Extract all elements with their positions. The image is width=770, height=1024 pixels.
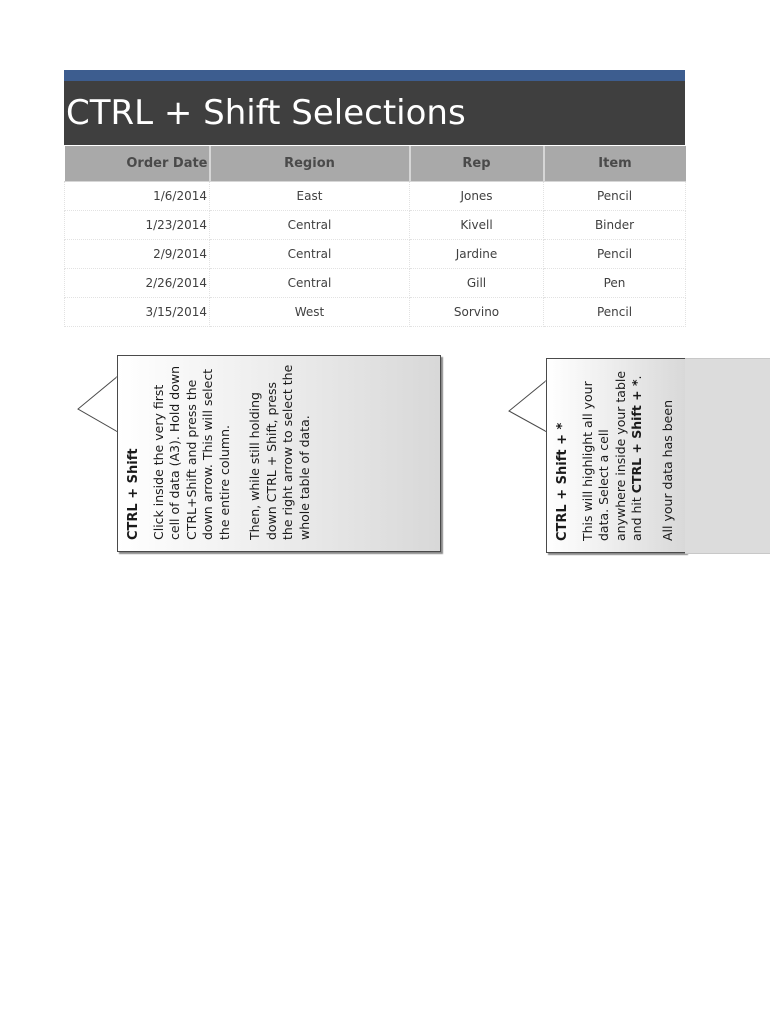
cell-region[interactable]: Central (210, 269, 410, 298)
cell-region[interactable]: Central (210, 211, 410, 240)
cell-rep[interactable]: Jardine (410, 240, 544, 269)
cell-region[interactable]: West (210, 298, 410, 327)
cell-item[interactable]: Pencil (544, 240, 686, 269)
cell-item[interactable]: Binder (544, 211, 686, 240)
cell-order-date[interactable]: 2/26/2014 (65, 269, 210, 298)
cell-item[interactable]: Pencil (544, 182, 686, 211)
page-title: CTRL + Shift Selections (66, 93, 466, 133)
table-row (65, 269, 686, 298)
cell-order-date[interactable]: 3/15/2014 (65, 298, 210, 327)
table-row (65, 240, 686, 269)
offscreen-overlay (685, 358, 770, 554)
callout-b-text-end: . (629, 375, 644, 380)
callout-b-shortcut: CTRL + Shift + * (629, 379, 644, 494)
callout-a-title: CTRL + Shift (126, 448, 141, 540)
title-banner (64, 81, 685, 145)
cell-order-date[interactable]: 2/9/2014 (65, 240, 210, 269)
callout-b-paragraph-2: All your data has been (659, 400, 675, 541)
cell-item[interactable]: Pen (544, 269, 686, 298)
cell-rep[interactable]: Sorvino (410, 298, 544, 327)
cell-rep[interactable]: Jones (410, 182, 544, 211)
header-rep[interactable]: Rep (410, 146, 544, 182)
cell-region[interactable]: East (210, 182, 410, 211)
cell-region[interactable]: Central (210, 240, 410, 269)
callout-ctrl-shift-star[interactable] (546, 358, 686, 553)
cell-rep[interactable]: Kivell (410, 211, 544, 240)
callout-b-text-start: This will highlight all your data. Select a cell anywhere inside your table and hit (579, 370, 644, 541)
header-region[interactable]: Region (210, 146, 410, 182)
data-table (64, 146, 686, 327)
table-header-row (65, 146, 686, 182)
cell-order-date[interactable]: 1/23/2014 (65, 211, 210, 240)
callout-b-paragraph-1 (580, 369, 646, 541)
callout-a-pointer (76, 376, 120, 436)
callout-ctrl-shift[interactable] (117, 355, 441, 552)
cell-order-date[interactable]: 1/6/2014 (65, 182, 210, 211)
table-row (65, 211, 686, 240)
callout-a-paragraph-1: Click inside the very first cell of data (A3). Hold down CTRL+Shift and press the down arrow. This will select the entire column. (150, 366, 232, 540)
table-row (65, 298, 686, 327)
cell-item[interactable]: Pencil (544, 298, 686, 327)
header-item[interactable]: Item (544, 146, 686, 182)
header-order-date[interactable]: Order Date (65, 146, 210, 182)
cell-rep[interactable]: Gill (410, 269, 544, 298)
table-row (65, 182, 686, 211)
callout-a-paragraph-2: Then, while still holding down CTRL + Shift, press the right arrow to select the whole table of data. (247, 364, 312, 540)
callout-b-pointer (507, 380, 549, 436)
callout-b-title: CTRL + Shift + * (555, 422, 570, 541)
title-accent-bar (64, 70, 685, 81)
